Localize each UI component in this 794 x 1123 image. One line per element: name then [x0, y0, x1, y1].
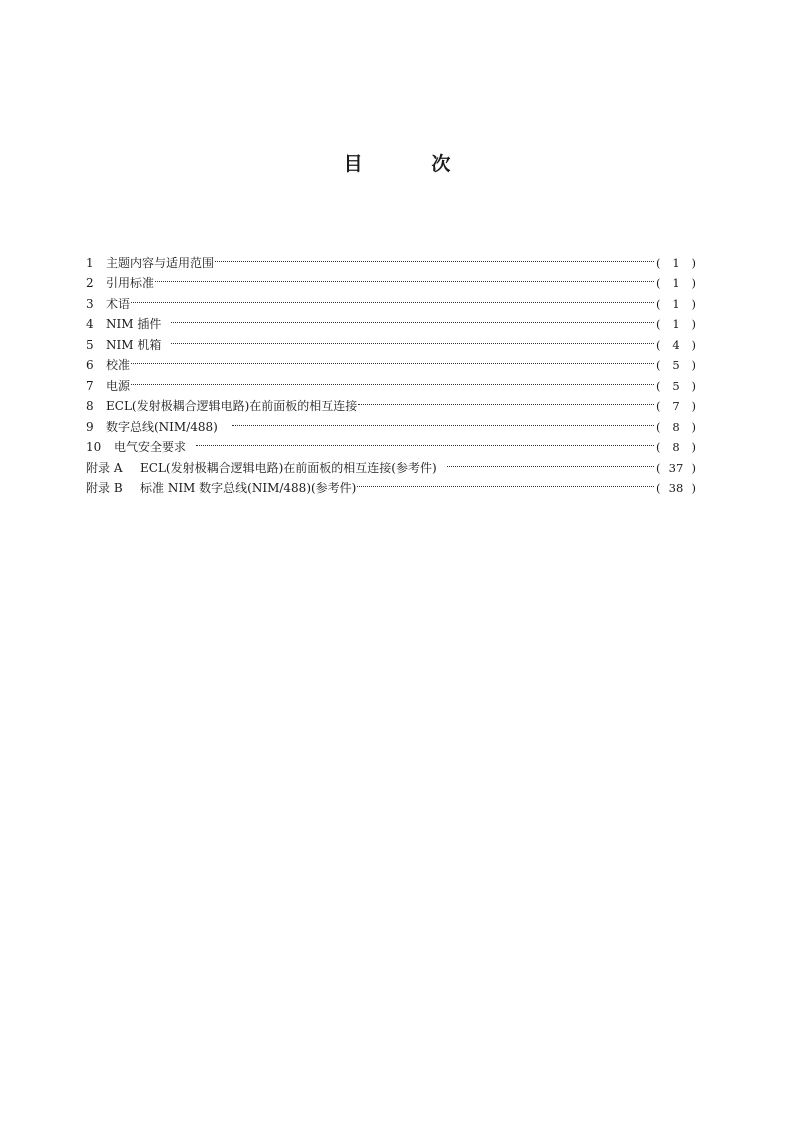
dot-leader [215, 246, 654, 267]
toc-entry-number: 10 [86, 440, 102, 454]
toc-entry-number: 9 [86, 419, 94, 434]
toc-entry-label: NIM 插件 [106, 317, 162, 331]
toc-entry-number: 6 [86, 358, 94, 372]
dot-leader [131, 369, 654, 390]
toc-entry-number: 8 [86, 399, 94, 413]
toc-entry-label: 引用标准 [106, 276, 155, 290]
toc-entry-page: ( 5 ) [656, 378, 696, 393]
toc-entry[interactable] [86, 369, 696, 393]
toc-entry[interactable] [86, 390, 696, 411]
toc-entry-page: ( 8 ) [656, 440, 696, 454]
toc-entry[interactable] [86, 246, 696, 270]
dot-leader [131, 287, 654, 308]
toc-entry-number: 附录 A [86, 460, 123, 475]
toc-entry-label: 数字总线(NIM/488) [106, 419, 218, 434]
toc-entry-number: 3 [86, 296, 94, 311]
toc-entry-page: ( 4 ) [656, 337, 696, 352]
dot-leader [171, 328, 654, 349]
toc-entry-label: ECL(发射极耦合逻辑电路)在前面板的相互连接(参考件) [140, 460, 437, 475]
toc-entry-page: ( 1 ) [656, 296, 696, 311]
toc-entry-label: 校准 [106, 358, 131, 372]
toc-entry[interactable] [86, 267, 696, 288]
toc-entry-label: 电源 [106, 378, 131, 393]
toc-entry-number: 5 [86, 337, 94, 352]
dot-leader [358, 390, 654, 411]
toc-entry-label: 主题内容与适用范围 [106, 255, 215, 270]
toc-entry-page: ( 1 ) [656, 317, 696, 331]
title-char-1: 目 [343, 153, 363, 175]
dot-leader [232, 410, 654, 431]
toc-entry-page: ( 37 ) [656, 460, 696, 475]
toc-entry-page: ( 8 ) [656, 419, 696, 434]
dot-leader [171, 308, 654, 329]
toc-entry-number: 2 [86, 276, 94, 290]
toc-entry-label: 电气安全要求 [114, 440, 187, 454]
toc-entry-page: ( 38 ) [656, 481, 696, 495]
toc-entry[interactable] [86, 349, 696, 370]
toc-entry-label: 标准 NIM 数字总线(NIM/488)(参考件) [140, 481, 357, 495]
dot-leader [196, 431, 654, 452]
toc-entry-page: ( 1 ) [656, 255, 696, 270]
toc-entry-label: ECL(发射极耦合逻辑电路)在前面板的相互连接 [106, 399, 358, 413]
toc-entry-label: 术语 [106, 296, 131, 311]
dot-leader [155, 267, 654, 288]
table-of-contents [86, 246, 696, 495]
toc-entry-number: 4 [86, 317, 94, 331]
toc-entry[interactable] [86, 287, 696, 311]
toc-entry[interactable] [86, 328, 696, 352]
toc-entry-number: 7 [86, 378, 94, 393]
dot-leader [131, 349, 654, 370]
dot-leader [447, 451, 654, 472]
toc-entry-page: ( 5 ) [656, 358, 696, 372]
dot-leader [357, 472, 654, 493]
title-char-2: 次 [431, 153, 451, 175]
toc-entry-number: 附录 B [86, 481, 123, 495]
page-title [0, 152, 794, 176]
toc-entry-page: ( 7 ) [656, 399, 696, 413]
toc-entry[interactable] [86, 308, 696, 329]
toc-entry-page: ( 1 ) [656, 276, 696, 290]
toc-entry-label: NIM 机箱 [106, 337, 162, 352]
toc-entry-number: 1 [86, 255, 94, 270]
